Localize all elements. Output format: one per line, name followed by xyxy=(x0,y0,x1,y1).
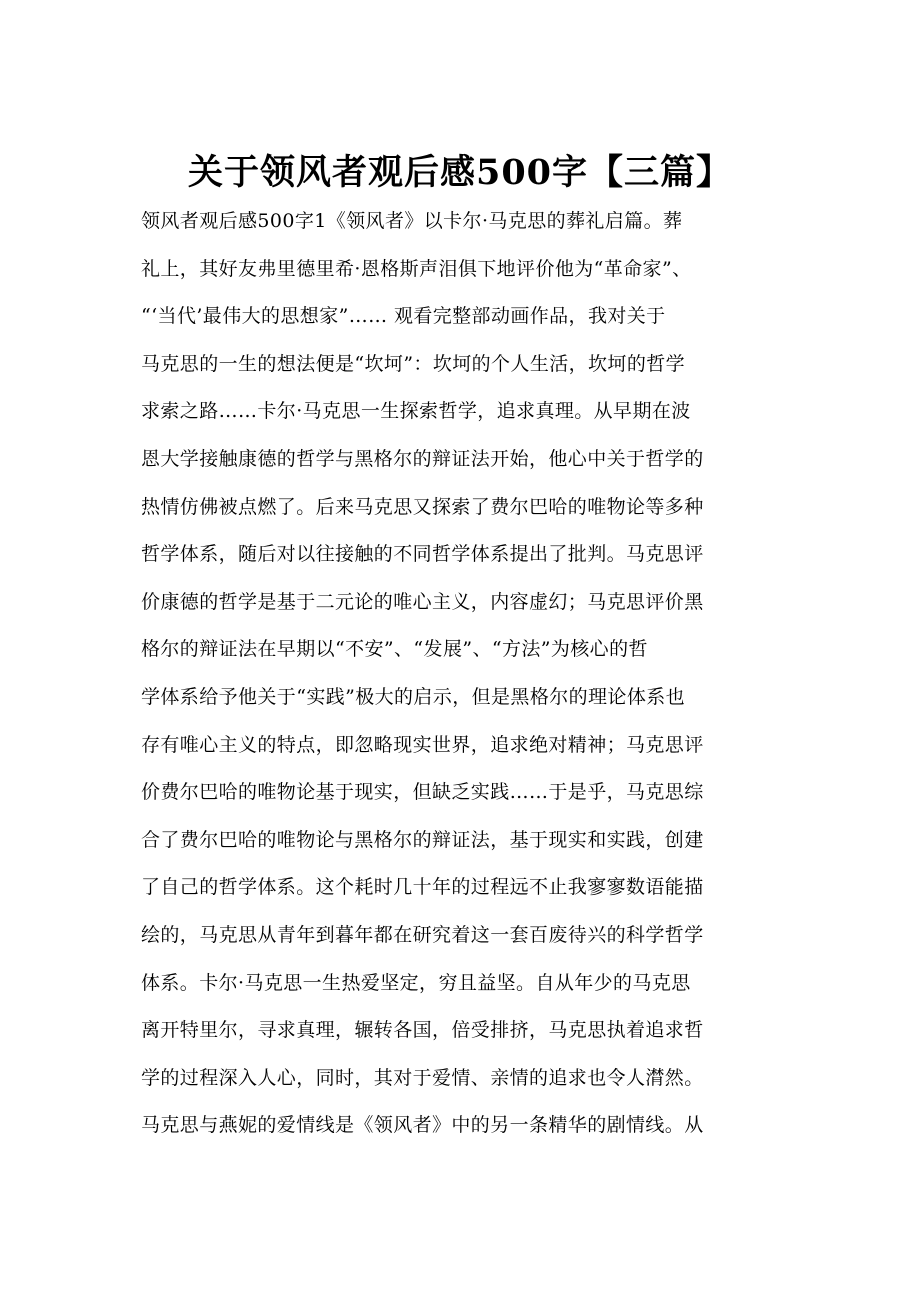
body-line: 热情仿佛被点燃了。后来马克思又探索了费尔巴哈的唯物论等多种 xyxy=(141,495,704,518)
body-line: 恩大学接触康德的哲学与黑格尔的辩证法开始，他心中关于哲学的 xyxy=(141,447,704,470)
body-line: 绘的，马克思从青年到暮年都在研究着这一套百废待兴的科学哲学 xyxy=(141,923,704,946)
body-line: 格尔的辩证法在早期以“不安”、“发展”、“方法”为核心的哲 xyxy=(141,638,648,661)
body-line: 价费尔巴哈的唯物论基于现实，但缺乏实践……于是乎，马克思综 xyxy=(141,781,704,804)
body-line: 马克思与燕妮的爱情线是《领风者》中的另一条精华的剧情线。从 xyxy=(141,1114,704,1137)
body-line: 哲学体系，随后对以往接触的不同哲学体系提出了批判。马克思评 xyxy=(141,543,704,566)
body-line: 体系。卡尔·马克思一生热爱坚定，穷且益坚。自从年少的马克思 xyxy=(141,971,691,994)
body-line: 离开特里尔，寻求真理，辗转各国，倍受排挤，马克思执着追求哲 xyxy=(141,1019,704,1042)
body-line: 学体系给予他关于“实践”极大的启示，但是黑格尔的理论体系也 xyxy=(141,685,686,708)
body-line: “‘当代’最伟大的思想家”…… 观看完整部动画作品，我对关于 xyxy=(141,305,666,328)
document-title: 关于领风者观后感500字【三篇】 xyxy=(187,152,733,193)
body-line: 马克思的一生的想法便是“坎坷”：坎坷的个人生活，坎坷的哲学 xyxy=(141,352,686,375)
body-line: 求索之路……卡尔·马克思一生探索哲学，追求真理。从早期在波 xyxy=(141,400,691,423)
body-line: 领风者观后感500字1《领风者》以卡尔·马克思的葬礼启篇。葬 xyxy=(141,210,683,232)
document-body xyxy=(141,198,791,1150)
body-line: 合了费尔巴哈的唯物论与黑格尔的辩证法，基于现实和实践，创建 xyxy=(141,828,704,851)
body-line: 了自己的哲学体系。这个耗时几十年的过程远不止我寥寥数语能描 xyxy=(141,876,704,899)
body-line: 学的过程深入人心，同时，其对于爱情、亲情的追求也令人潸然。 xyxy=(141,1066,704,1089)
body-line: 价康德的哲学是基于二元论的唯心主义，内容虚幻；马克思评价黑 xyxy=(141,590,704,613)
body-line: 存有唯心主义的特点，即忽略现实世界，追求绝对精神；马克思评 xyxy=(141,733,704,756)
body-line: 礼上，其好友弗里德里希·恩格斯声泪俱下地评价他为“革命家”、 xyxy=(141,257,692,280)
